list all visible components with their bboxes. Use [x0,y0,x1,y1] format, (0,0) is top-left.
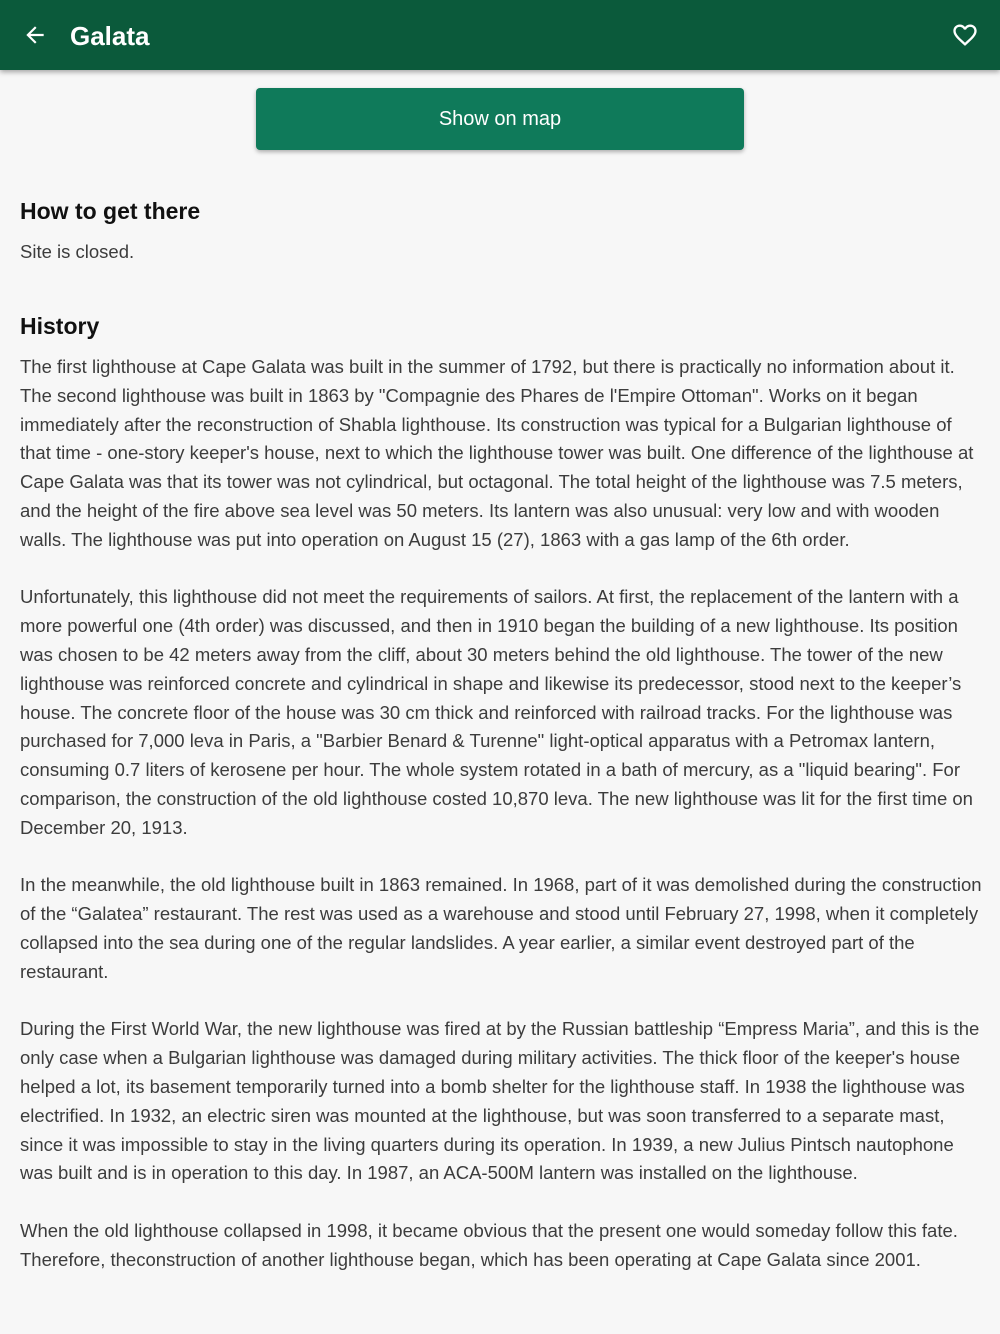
history-text [20,353,985,1303]
history-paragraph: During the First World War, the new lighthouse was fired at by the Russian battleship “Empress Maria”, and this is the only case when a Bulgarian lighthouse was damaged during military activities. The thick floor of the keeper's house helped a lot, its basement temporarily turned into a bomb shelter for the lighthouse staff. In 1938 the lighthouse was electrified. In 1932, an electric siren was mounted at the lighthouse, but was soon transferred to a separate mast, since it was impossible to stay in the living quarters during its operation. In 1939, a new Julius Pintsch nautophone was built and is in operation to this day. In 1987, an ACA-500M lantern was installed on the lighthouse. [20,1018,980,1184]
page-title: Galata [70,21,150,51]
how-to-get-there-heading: How to get there [20,198,201,224]
arrow-left-icon [22,22,48,48]
heart-outline-icon [951,21,979,49]
app-bar [0,0,1000,70]
history-heading: History [20,313,100,339]
favorite-button[interactable] [944,14,986,56]
detail-content [0,70,1000,1334]
how-to-get-there-text: Site is closed. [20,241,135,262]
history-paragraph: The first lighthouse at Cape Galata was built in the summer of 1792, but there is practically no information about it. The second lighthouse was built in 1863 by "Compagnie des Phares de l'Empire Ottoman". Works on it began immediately after the reconstruction of Shabla lighthouse. Its construction was typical for a Bulgarian lighthouse of that time - one-story keeper's house, next to which the lighthouse tower was built. One difference of the lighthouse at Cape Galata was that its tower was not cylindrical, but octagonal. The total height of the lighthouse was 7.5 meters, and the height of the fire above sea level was 50 meters. Its lantern was also unusual: very low and with wooden walls. The lighthouse was put into operation on August 15 (27), 1863 with a gas lamp of the 6th order. [20,356,974,550]
back-button[interactable] [14,14,56,56]
history-paragraph: When the old lighthouse collapsed in 1998, it became obvious that the present one would someday follow this fate. Therefore, theconstruction of another lighthouse began, which has been operating at Cape Galata since 2001. [20,1219,958,1270]
history-paragraph: In the meanwhile, the old lighthouse built in 1863 remained. In 1968, part of it was demolished during the construction of the “Galatea” restaurant. The rest was used as a warehouse and stood until February 27, 1998, when it completely collapsed into the sea during one of the regular landslides. A year earlier, a similar event destroyed part of the restaurant. [20,874,982,982]
show-on-map-button[interactable]: Show on map [256,88,744,150]
history-paragraph: Unfortunately, this lighthouse did not meet the requirements of sailors. At first, the replacement of the lantern with a more powerful one (4th order) was discussed, and then in 1910 began the building of a new lighthouse. Its position was chosen to be 42 meters away from the cliff, about 30 meters behind the old lighthouse. The tower of the new lighthouse was reinforced concrete and cylindrical in shape and likewise its predecessor, stood next to the keeper’s house. The concrete floor of the house was 30 cm thick and reinforced with railroad tracks. For the lighthouse was purchased for 7,000 leva in Paris, a "Barbier Benard & Turenne" light-optical apparatus with a Petromax lantern, consuming 0.7 liters of kerosene per hour. The whole system rotated in a bath of mercury, as a "liquid bearing". For comparison, the construction of the old lighthouse costed 10,870 leva. The new lighthouse was lit for the first time on December 20, 1913. [20,586,973,838]
